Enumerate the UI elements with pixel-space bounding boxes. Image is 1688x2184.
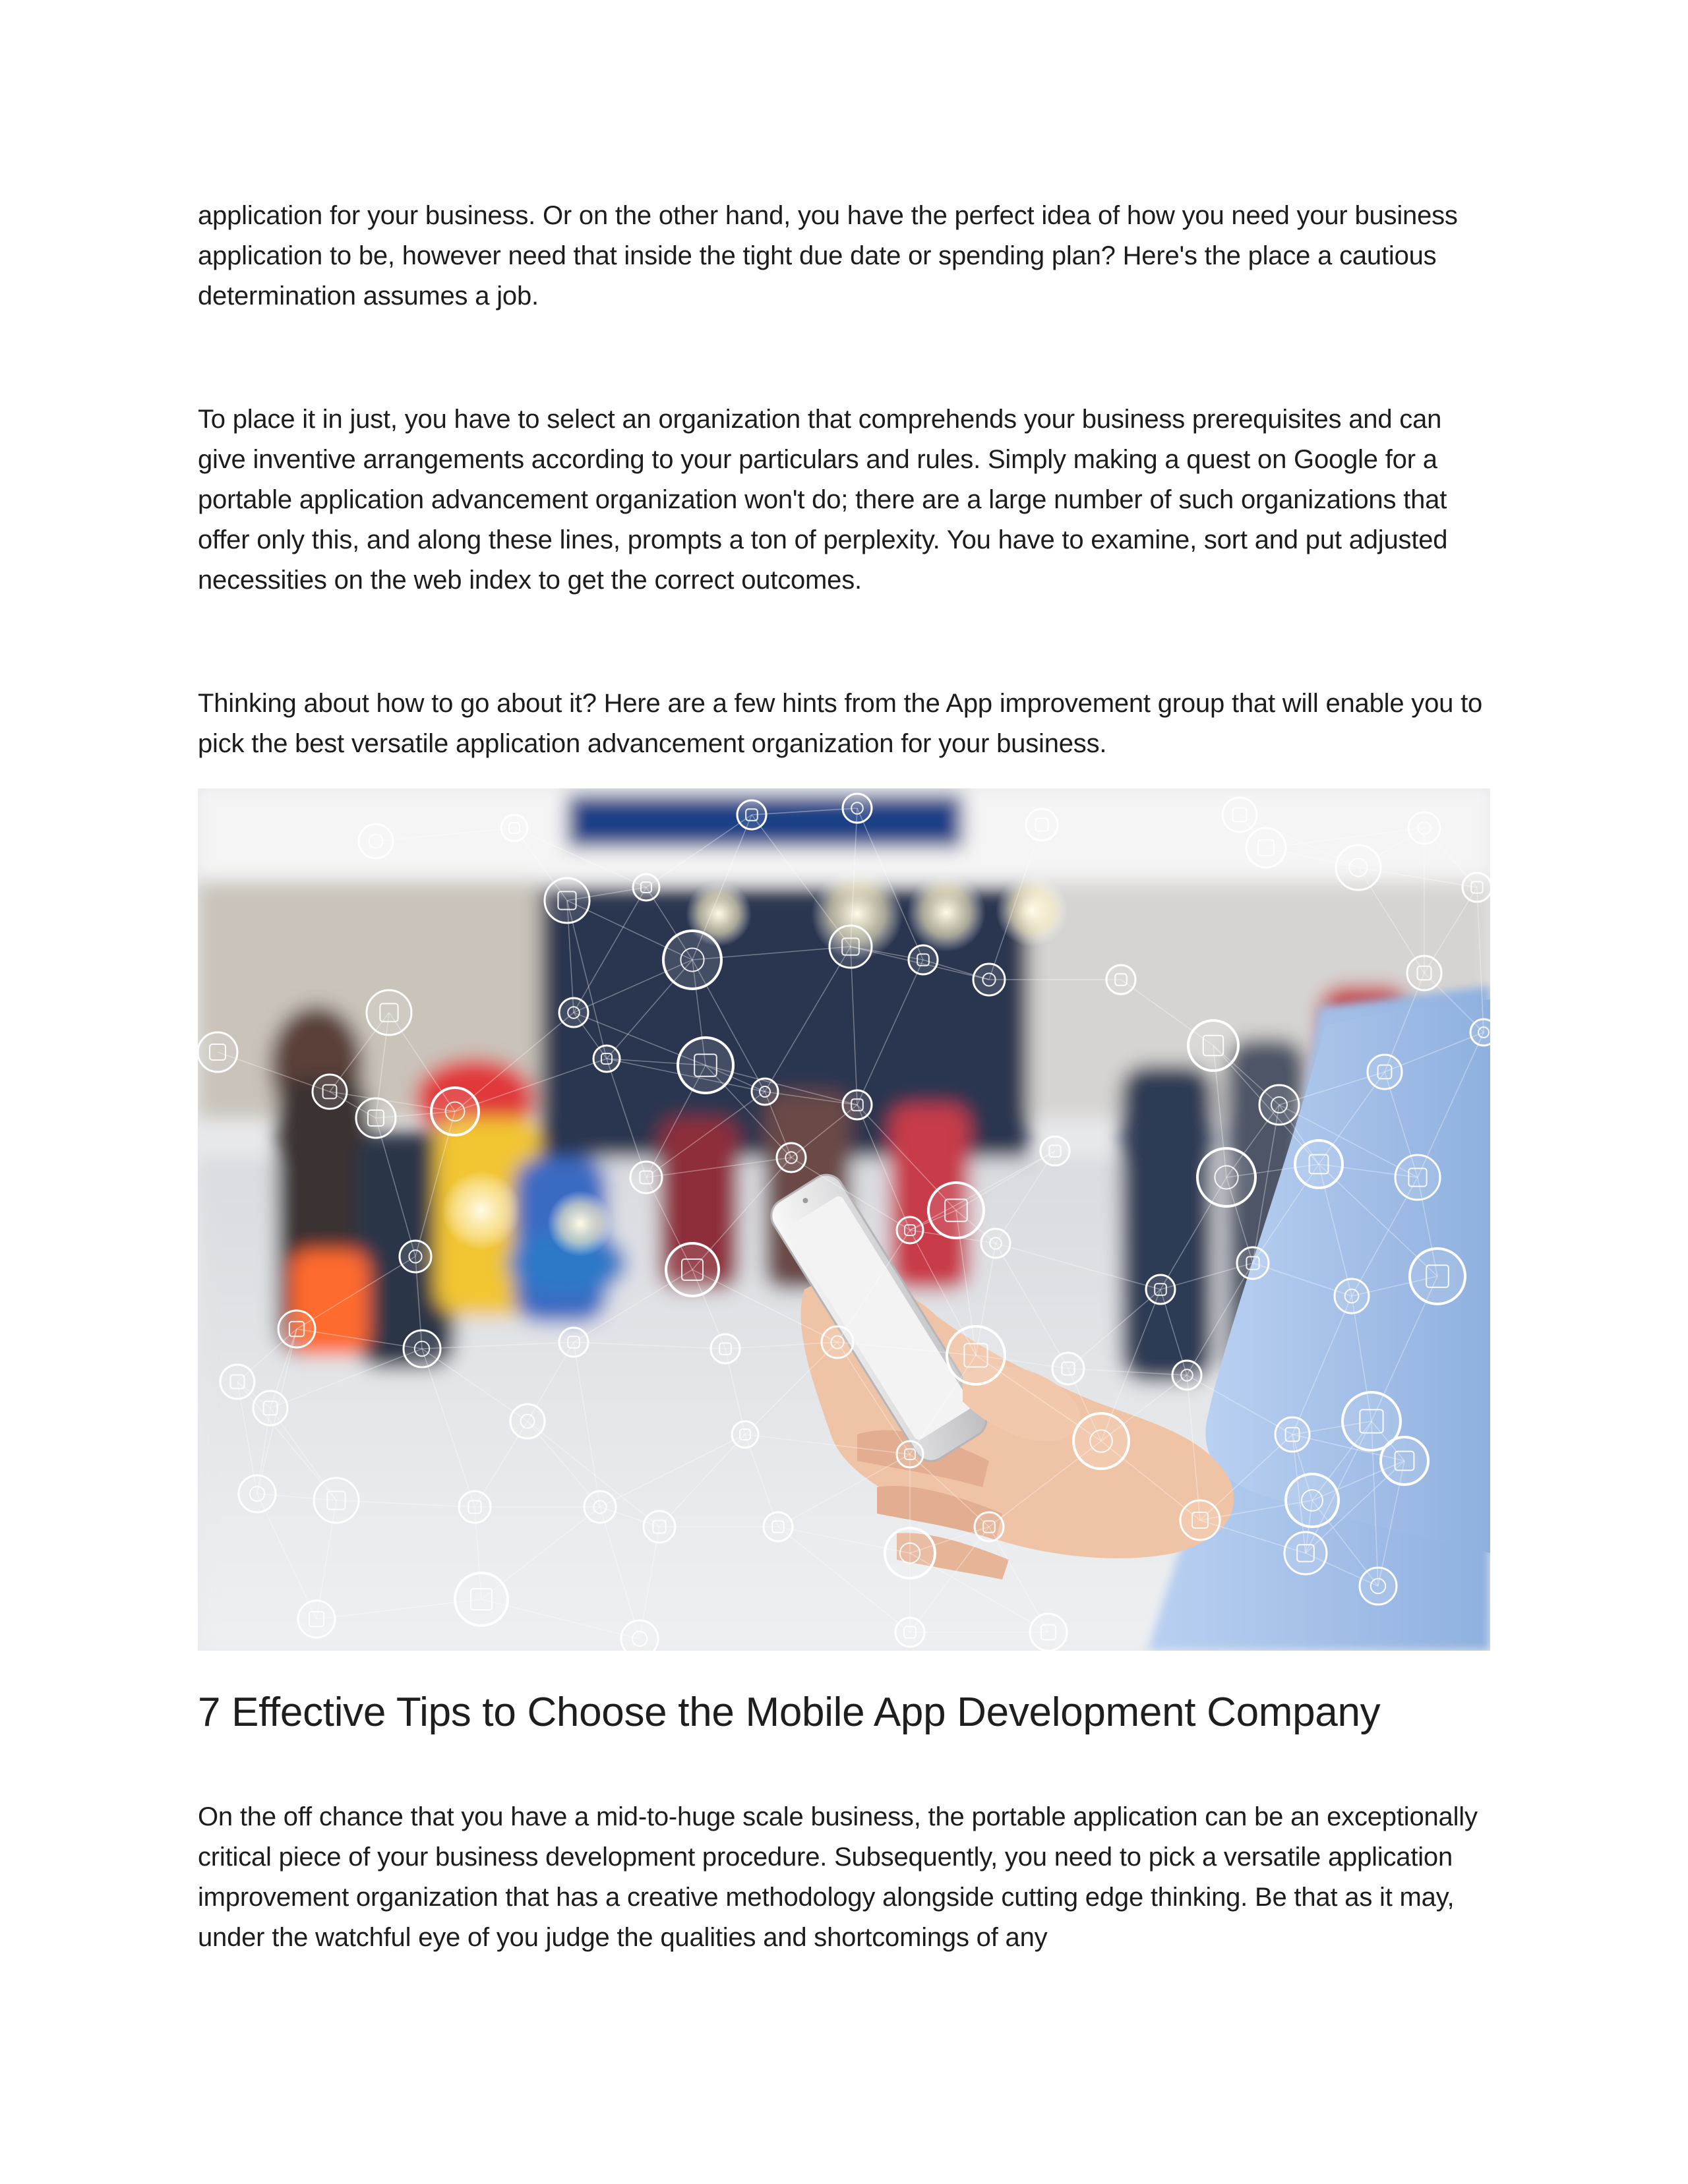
network-node-icon <box>895 1618 924 1647</box>
network-node-icon <box>1052 1353 1084 1384</box>
network-node-icon <box>822 1326 853 1358</box>
network-node-icon <box>1188 1020 1238 1071</box>
network-node-icon <box>314 1478 359 1523</box>
paragraph-intro-continuation: application for your business. Or on the other hand, you have the perfect idea of how you need your business application to be, however need that inside the tight due date or spending plan? Here's the place a cautious determination assumes a job. <box>198 201 1458 310</box>
network-node-icon <box>1246 828 1286 868</box>
network-node-icon <box>431 1088 479 1135</box>
network-node-icon <box>1275 1417 1310 1452</box>
network-node-icon <box>278 1311 315 1347</box>
network-node-icon <box>897 1217 923 1243</box>
section-heading: 7 Effective Tips to Choose the Mobile App Development Company <box>198 1690 1381 1735</box>
network-node-icon <box>1222 798 1257 832</box>
network-node-icon <box>1336 845 1381 890</box>
network-node-icon <box>1286 1474 1339 1527</box>
network-node-icon <box>829 926 872 968</box>
network-node-icon <box>633 874 659 900</box>
network-node-icon <box>1073 1413 1129 1469</box>
network-node-icon <box>975 1512 1004 1541</box>
paragraph-hints: Thinking about how to go about it? Here are a few hints from the App improvement group that will enable you to pick the best versatile application advancement organization for your business. <box>198 689 1483 758</box>
network-node-icon <box>455 1573 508 1626</box>
network-node-icon <box>678 1038 733 1093</box>
network-node-icon <box>593 1046 620 1072</box>
network-node-icon <box>909 945 938 974</box>
network-node-icon <box>752 1078 778 1105</box>
network-node-icon <box>1259 1085 1299 1125</box>
network-node-icon <box>737 800 766 829</box>
network-node-icon <box>198 1032 237 1072</box>
network-node-icon <box>1381 1437 1428 1485</box>
network-node-icon <box>313 1075 347 1109</box>
network-node-icon <box>711 1334 740 1363</box>
paragraph-select-organization: To place it in just, you have to select an organization that comprehends your business prerequisites and can give inventive arrangements according to your particulars and rules. Simply making a quest on Google for a portable application advancement organization won't do; there are a large number of such organizations that offer only this, and along these lines, prompts a ton of perplexity. You have to examine, sort and put adjusted necessities on the web index to get the correct outcomes. <box>198 405 1448 595</box>
network-node-icon <box>732 1421 758 1448</box>
network-node-icon <box>843 1090 872 1119</box>
network-node-icon <box>897 1441 923 1467</box>
network-node-icon <box>947 1326 1005 1384</box>
network-node-icon <box>1237 1247 1269 1279</box>
network-node-icon <box>1030 1614 1067 1651</box>
network-node-icon <box>928 1183 984 1238</box>
network-node-icon <box>404 1330 440 1367</box>
network-node-icon <box>1040 1136 1070 1166</box>
network-node-icon <box>1335 1279 1369 1313</box>
network-node-icon <box>1180 1500 1220 1540</box>
network-node-icon <box>1295 1140 1342 1188</box>
network-node-icon <box>239 1475 276 1512</box>
network-node-icon <box>367 990 411 1035</box>
network-node-icon <box>253 1391 287 1425</box>
network-node-icon <box>764 1512 793 1541</box>
network-node-icon <box>843 794 872 823</box>
network-node-icon <box>1106 965 1135 994</box>
network-node-icon <box>559 998 588 1027</box>
network-node-icon <box>1470 1019 1490 1046</box>
network-node-icon <box>1408 812 1440 844</box>
network-node-icon <box>1410 1249 1465 1304</box>
network-node-icon <box>501 815 528 841</box>
network-node-icon <box>644 1511 675 1543</box>
network-node-icon <box>220 1365 255 1399</box>
network-node-icon <box>777 1143 806 1172</box>
network-node-icon <box>1462 873 1490 902</box>
network-node-icon <box>621 1620 658 1651</box>
network-node-icon <box>298 1601 335 1638</box>
network-node-icon <box>981 1229 1010 1258</box>
network-node-icon <box>510 1404 545 1438</box>
network-node-icon <box>973 964 1005 995</box>
network-node-icon <box>459 1491 491 1523</box>
network-node-icon <box>1026 809 1058 841</box>
network-node-icon <box>545 878 589 923</box>
network-node-icon <box>630 1162 662 1193</box>
network-node-icon <box>1360 1568 1397 1605</box>
network-node-icon <box>1172 1361 1201 1390</box>
network-node-icon <box>1407 956 1441 990</box>
network-node-icon <box>666 1243 719 1296</box>
network-node-icon <box>400 1241 431 1272</box>
network-node-icon <box>356 1098 396 1138</box>
paragraph-mid-to-huge-business: On the off chance that you have a mid-to-huge scale business, the portable application can be an exceptionally critical piece of your business development procedure. Subsequently, you need to pick a versatile application improvement organization that has a creative methodology alongside cutting edge thinking. Be that as it may, under the watchful eye of you judge the qualities and shortcomings of any <box>198 1802 1478 1952</box>
network-node-icon <box>1368 1055 1402 1089</box>
network-node-icon <box>584 1491 616 1523</box>
photo-illustration <box>198 788 1490 1651</box>
network-node-icon <box>1395 1155 1440 1200</box>
network-node-icon <box>663 931 721 989</box>
network-node-icon <box>1197 1148 1255 1206</box>
network-node-icon <box>1146 1275 1175 1304</box>
hero-photo <box>198 788 1490 1651</box>
network-node-icon <box>885 1528 935 1578</box>
network-node-icon <box>1284 1532 1327 1574</box>
network-node-icon <box>359 824 393 858</box>
network-node-icon <box>559 1328 588 1357</box>
